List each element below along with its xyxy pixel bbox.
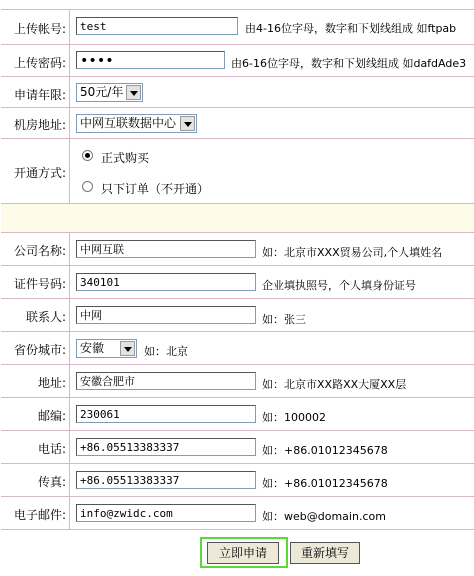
pass-label: 上传密码: [13, 56, 66, 70]
pass-hint: 由6-16位字母，数字和下划线组成 如dafdAde3 [231, 57, 467, 70]
province-label: 省份城市: [13, 343, 66, 357]
term-select[interactable] [76, 83, 143, 102]
company-label: 公司名称: [13, 244, 66, 258]
address-hint: 如：北京市XX路XX大厦XX层 [262, 378, 407, 391]
id-input[interactable]: 340101 [76, 273, 256, 291]
zip-input[interactable]: 230061 [76, 405, 256, 423]
open-label: 开通方式: [13, 166, 66, 180]
company-hint: 如：北京市XXX贸易公司,个人填姓名 [262, 246, 443, 259]
email-label: 电子邮件: [13, 508, 66, 522]
submit-button[interactable]: 立即申请 [207, 542, 279, 564]
room-label: 机房地址: [13, 118, 66, 132]
user-hint: 由4-16位字母，数字和下划线组成 如ftpab [245, 22, 457, 35]
term-label: 申请年限: [13, 88, 66, 102]
form-top-border [1, 0, 474, 10]
radio-order-label: 只下订单（不开通） [101, 182, 210, 196]
user-input[interactable]: test [76, 17, 238, 35]
id-hint: 企业填执照号，个人填身份证号 [262, 279, 416, 292]
id-label: 证件号码: [13, 277, 66, 291]
phone-label: 电话: [37, 442, 66, 456]
section-spacer [1, 204, 474, 233]
province-value: 安徽 [80, 341, 105, 355]
address-input[interactable]: 安徽合肥市 [76, 372, 256, 390]
row-term [1, 77, 474, 108]
password-input[interactable]: •••• [76, 51, 225, 69]
zip-hint: 如：100002 [262, 411, 326, 424]
room-value: 中网互联数据中心 [80, 116, 177, 130]
chevron-down-icon[interactable] [120, 341, 135, 356]
column-divider [69, 233, 70, 530]
company-input[interactable]: 中网互联 [76, 240, 256, 258]
email-hint: 如：web@domain.com [262, 510, 386, 523]
chevron-down-icon[interactable] [126, 85, 141, 100]
user-label: 上传帐号: [13, 22, 66, 36]
term-value: 50元/年 [80, 85, 124, 99]
address-label: 地址: [37, 376, 66, 390]
radio-buy[interactable] [82, 150, 93, 161]
fax-label: 传真: [37, 475, 66, 489]
province-hint: 如：北京 [144, 345, 188, 358]
reset-button[interactable]: 重新填写 [290, 542, 360, 564]
phone-hint: 如：+86.01012345678 [262, 444, 388, 457]
room-select[interactable] [76, 114, 197, 133]
phone-input[interactable]: +86.05513383337 [76, 438, 256, 456]
row-province [1, 332, 474, 365]
person-input[interactable]: 中网 [76, 306, 256, 324]
fax-hint: 如：+86.01012345678 [262, 477, 388, 490]
radio-order-only[interactable] [82, 181, 93, 192]
radio-buy-label: 正式购买 [101, 151, 150, 165]
chevron-down-icon[interactable] [180, 116, 195, 131]
person-label: 联系人: [25, 310, 66, 324]
row-room [1, 108, 474, 139]
zip-label: 邮编: [37, 409, 66, 423]
province-select[interactable] [76, 339, 137, 358]
person-hint: 如：张三 [262, 313, 306, 326]
fax-input[interactable]: +86.05513383337 [76, 471, 256, 489]
row-open [1, 139, 474, 204]
column-divider [69, 10, 70, 204]
email-input[interactable]: info@zwidc.com [76, 504, 256, 522]
